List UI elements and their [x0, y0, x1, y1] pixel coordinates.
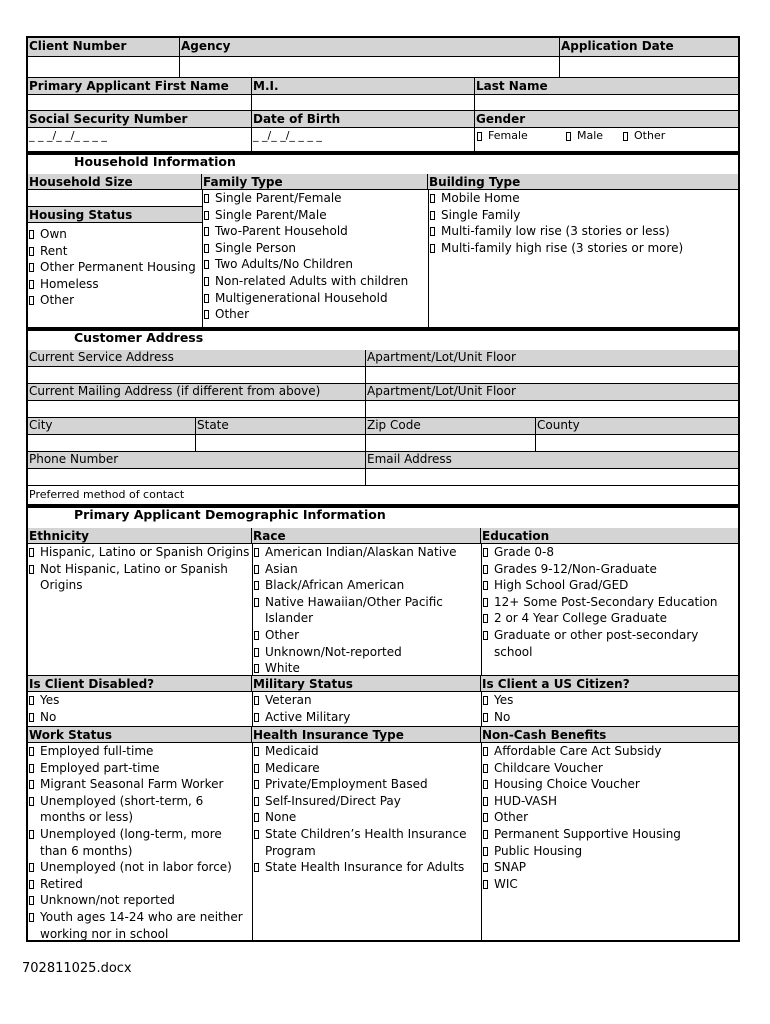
checkbox-icon [29, 263, 34, 272]
mi-label: M.I. [252, 78, 475, 95]
work-option[interactable]: Youth ages 14-24 who are neither working nor in school [29, 909, 250, 942]
housing-option[interactable]: Other [29, 292, 201, 309]
race-option[interactable]: American Indian/Alaskan Native [254, 544, 466, 561]
family-type-option[interactable]: Single Person [204, 240, 426, 257]
housing-option[interactable]: Own [29, 226, 201, 243]
education-option[interactable]: High School Grad/GED [483, 577, 738, 594]
family-type-option[interactable]: Non-related Adults with children [204, 273, 426, 290]
last-name-label: Last Name [475, 78, 738, 95]
checkbox-icon [254, 581, 259, 590]
work-option[interactable]: Employed part-time [29, 760, 250, 777]
checkbox-icon [430, 244, 435, 253]
checkbox-icon [254, 548, 259, 557]
mailing-address-label: Current Mailing Address (if different from above) [28, 384, 366, 401]
checkbox-icon [204, 227, 209, 236]
insurance-option[interactable]: State Health Insurance for Adults [254, 859, 479, 876]
ssn-field[interactable]: _ _ _/_ _/_ _ _ _ [28, 128, 252, 151]
checkbox-icon [254, 648, 259, 657]
insurance-list [254, 743, 479, 876]
application-form [26, 36, 740, 942]
housing-status-list [29, 226, 201, 309]
work-option[interactable]: Unemployed (not in labor force) [29, 859, 250, 876]
phone-label: Phone Number [28, 452, 366, 469]
checkbox-icon [254, 664, 259, 673]
education-option[interactable]: 12+ Some Post-Secondary Education [483, 594, 738, 611]
work-option[interactable]: Retired [29, 876, 250, 893]
checkbox-icon [204, 310, 209, 319]
checkbox-icon [566, 132, 571, 141]
gender-option-female[interactable]: Female [477, 128, 528, 144]
citizen-option[interactable]: No [483, 709, 738, 726]
checkbox-icon [254, 813, 259, 822]
work-status-label: Work Status [28, 727, 252, 743]
checkbox-icon [483, 548, 488, 557]
disabled-label: Is Client Disabled? [28, 676, 252, 692]
checkbox-icon [483, 780, 488, 789]
checkbox-icon [430, 227, 435, 236]
family-type-option[interactable]: Multigenerational Household [204, 290, 426, 307]
ssn-label-row [28, 111, 738, 128]
insurance-option[interactable]: Medicare [254, 760, 479, 777]
preferred-contact-label[interactable]: Preferred method of contact [29, 488, 185, 501]
checkbox-icon [29, 913, 34, 922]
building-type-option[interactable]: Single Family [430, 207, 738, 224]
family-type-option[interactable]: Two Adults/No Children [204, 256, 426, 273]
family-type-option[interactable]: Other [204, 306, 426, 323]
checkbox-icon [254, 747, 259, 756]
work-option[interactable]: Unemployed (short-term, 6 months or less) [29, 793, 250, 826]
citizen-list [483, 692, 738, 725]
checkbox-icon [430, 194, 435, 203]
household-size-label: Household Size [28, 174, 202, 190]
ethnicity-option[interactable]: Not Hispanic, Latino or Spanish Origins [29, 561, 250, 594]
building-type-label: Building Type [428, 174, 738, 190]
work-label-row [28, 727, 738, 743]
county-field[interactable] [536, 435, 738, 452]
city-field[interactable] [28, 435, 196, 452]
checkbox-icon [477, 132, 482, 141]
military-option[interactable]: Active Military [254, 709, 476, 726]
checkbox-icon [483, 863, 488, 872]
checkbox-icon [29, 713, 34, 722]
insurance-option[interactable]: None [254, 809, 479, 826]
race-option[interactable]: Native Hawaiian/Other Pacific Islander [254, 594, 466, 627]
race-option[interactable]: Other [254, 627, 466, 644]
checkbox-icon [29, 747, 34, 756]
benefits-option[interactable]: SNAP [483, 859, 738, 876]
housing-status-label: Housing Status [28, 207, 202, 223]
family-type-list [204, 190, 426, 323]
benefits-option[interactable]: Housing Choice Voucher [483, 776, 738, 793]
checkbox-icon [483, 713, 488, 722]
insurance-option[interactable]: Private/Employment Based [254, 776, 479, 793]
checkbox-icon [483, 631, 488, 640]
checkbox-icon [254, 631, 259, 640]
zip-field[interactable] [366, 435, 536, 452]
checkbox-icon [430, 211, 435, 220]
work-status-list [29, 743, 250, 942]
household-size-field[interactable] [28, 190, 202, 207]
service-address-label: Current Service Address [28, 350, 366, 367]
checkbox-icon [204, 294, 209, 303]
checkbox-icon [483, 847, 488, 856]
race-option[interactable]: Unknown/Not-reported [254, 644, 466, 661]
citizen-label: Is Client a US Citizen? [481, 676, 738, 692]
checkbox-icon [483, 581, 488, 590]
checkbox-icon [254, 863, 259, 872]
service-address-input-row [28, 367, 738, 384]
checkbox-icon [254, 696, 259, 705]
education-option[interactable]: 2 or 4 Year College Graduate [483, 610, 738, 627]
phone-input-row [28, 469, 738, 486]
checkbox-icon [254, 565, 259, 574]
benefits-option[interactable]: Public Housing [483, 843, 738, 860]
address-section-title: Customer Address [74, 330, 204, 345]
disabled-option[interactable]: Yes [29, 692, 250, 709]
application-date-label: Application Date [560, 38, 738, 57]
checkbox-icon [29, 565, 34, 574]
checkbox-icon [483, 747, 488, 756]
email-label: Email Address [366, 452, 738, 469]
race-option[interactable]: Black/African American [254, 577, 466, 594]
mailing-address-field[interactable] [28, 401, 366, 418]
gender-field [475, 128, 738, 151]
checkbox-icon [483, 830, 488, 839]
checkbox-icon [254, 764, 259, 773]
race-list [254, 544, 466, 677]
mailing-address-input-row [28, 401, 738, 418]
ssn-label: Social Security Number [28, 111, 252, 128]
checkbox-icon [483, 764, 488, 773]
checkbox-icon [29, 780, 34, 789]
checkbox-icon [204, 244, 209, 253]
checkbox-icon [254, 598, 259, 607]
benefits-option[interactable]: Permanent Supportive Housing [483, 826, 738, 843]
insurance-option[interactable]: State Children’s Health Insurance Program [254, 826, 479, 859]
checkbox-icon [29, 764, 34, 773]
race-option[interactable]: White [254, 660, 466, 677]
first-name-label: Primary Applicant First Name [28, 78, 252, 95]
ethnicity-option[interactable]: Hispanic, Latino or Spanish Origins [29, 544, 250, 561]
name-label-row [28, 78, 738, 95]
mailing-apt-label: Apartment/Lot/Unit Floor [366, 384, 738, 401]
dob-field[interactable]: _ _/_ _/_ _ _ _ [252, 128, 475, 151]
checkbox-icon [204, 194, 209, 203]
military-list [254, 692, 476, 725]
document-filename: 702811025.docx [22, 961, 132, 976]
checkbox-icon [29, 896, 34, 905]
family-type-option[interactable]: Two-Parent Household [204, 223, 426, 240]
service-address-field[interactable] [28, 367, 366, 384]
dob-label: Date of Birth [252, 111, 475, 128]
work-option[interactable]: Unemployed (long-term, more than 6 months) [29, 826, 250, 859]
race-option[interactable]: Asian [254, 561, 466, 578]
last-name-field[interactable] [475, 95, 738, 111]
demographics-section-header [28, 504, 738, 522]
checkbox-icon [483, 614, 488, 623]
benefits-label: Non-Cash Benefits [481, 727, 738, 743]
education-option[interactable]: Grades 9-12/Non-Graduate [483, 561, 738, 578]
checkbox-icon [483, 565, 488, 574]
benefits-option[interactable]: WIC [483, 876, 738, 893]
contact-row [28, 486, 738, 504]
military-label: Military Status [252, 676, 481, 692]
checkbox-icon [483, 797, 488, 806]
building-type-option[interactable]: Multi-family high rise (3 stories or more) [430, 240, 738, 257]
agency-label: Agency [180, 38, 560, 57]
mi-field[interactable] [252, 95, 475, 111]
family-type-label: Family Type [202, 174, 428, 190]
checkbox-icon [29, 696, 34, 705]
benefits-option[interactable]: Childcare Voucher [483, 760, 738, 777]
application-date-field[interactable] [560, 57, 738, 78]
service-apt-label: Apartment/Lot/Unit Floor [366, 350, 738, 367]
building-type-list [430, 190, 738, 256]
citizen-option[interactable]: Yes [483, 692, 738, 709]
checkbox-icon [29, 548, 34, 557]
disabled-list [29, 692, 250, 725]
checkbox-icon [29, 280, 34, 289]
status-label-row [28, 676, 738, 692]
race-label: Race [252, 528, 481, 544]
checkbox-icon [483, 696, 488, 705]
gender-label: Gender [475, 111, 738, 128]
checkbox-icon [254, 713, 259, 722]
work-option[interactable]: Employed full-time [29, 743, 250, 760]
checkbox-icon [254, 797, 259, 806]
checkbox-icon [483, 813, 488, 822]
benefits-list [483, 743, 738, 892]
benefits-option[interactable]: Other [483, 809, 738, 826]
education-label: Education [481, 528, 738, 544]
work-option[interactable]: Unknown/not reported [29, 892, 250, 909]
housing-option[interactable]: Homeless [29, 276, 201, 293]
address-section-header [28, 327, 738, 345]
state-label: State [196, 418, 366, 435]
checkbox-icon [483, 598, 488, 607]
household-section-header [28, 151, 738, 169]
ethnicity-label-row [28, 528, 738, 544]
ethnicity-label: Ethnicity [28, 528, 252, 544]
checkbox-icon [29, 230, 34, 239]
checkbox-icon [29, 296, 34, 305]
checkbox-icon [254, 780, 259, 789]
family-type-option[interactable]: Single Parent/Female [204, 190, 426, 207]
identity-input-row [28, 57, 738, 78]
checkbox-icon [29, 247, 34, 256]
zip-label: Zip Code [366, 418, 536, 435]
education-option[interactable]: Grade 0-8 [483, 544, 738, 561]
education-list [483, 544, 738, 660]
client-number-field[interactable] [28, 57, 180, 78]
military-option[interactable]: Veteran [254, 692, 476, 709]
insurance-label: Health Insurance Type [252, 727, 481, 743]
mailing-address-label-row [28, 384, 738, 401]
checkbox-icon [29, 880, 34, 889]
service-address-label-row [28, 350, 738, 367]
name-input-row [28, 95, 738, 111]
education-option[interactable]: Graduate or other post-secondary school [483, 627, 714, 660]
housing-option[interactable]: Rent [29, 243, 201, 260]
first-name-field[interactable] [28, 95, 252, 111]
checkbox-icon [204, 277, 209, 286]
city-label: City [28, 418, 196, 435]
checkbox-icon [483, 880, 488, 889]
identity-header-row [28, 38, 738, 57]
service-apt-field[interactable] [366, 367, 738, 384]
insurance-option[interactable]: Self-Insured/Direct Pay [254, 793, 479, 810]
county-label: County [536, 418, 738, 435]
checkbox-icon [29, 863, 34, 872]
city-label-row [28, 418, 738, 435]
checkbox-icon [254, 830, 259, 839]
building-type-option[interactable]: Mobile Home [430, 190, 738, 207]
work-option[interactable]: Migrant Seasonal Farm Worker [29, 776, 250, 793]
ethnicity-list [29, 544, 250, 594]
demographics-section-title: Primary Applicant Demographic Information [74, 507, 386, 522]
gender-option-other[interactable]: Other [623, 128, 665, 144]
benefits-option[interactable]: Affordable Care Act Subsidy [483, 743, 738, 760]
family-type-option[interactable]: Single Parent/Male [204, 207, 426, 224]
gender-option-male[interactable]: Male [566, 128, 603, 144]
benefits-option[interactable]: HUD-VASH [483, 793, 738, 810]
state-field[interactable] [196, 435, 366, 452]
phone-label-row [28, 452, 738, 469]
household-section-title: Household Information [74, 154, 236, 169]
client-number-label: Client Number [28, 38, 180, 57]
household-label-row [28, 174, 738, 190]
checkbox-icon [204, 211, 209, 220]
agency-field[interactable] [180, 57, 560, 78]
email-field[interactable] [366, 469, 738, 486]
city-input-row [28, 435, 738, 452]
checkbox-icon [29, 797, 34, 806]
mailing-apt-field[interactable] [366, 401, 738, 418]
housing-option[interactable]: Other Permanent Housing [29, 259, 201, 276]
checkbox-icon [29, 830, 34, 839]
checkbox-icon [204, 260, 209, 269]
checkbox-icon [623, 132, 628, 141]
phone-field[interactable] [28, 469, 366, 486]
insurance-option[interactable]: Medicaid [254, 743, 479, 760]
building-type-option[interactable]: Multi-family low rise (3 stories or less) [430, 223, 738, 240]
ssn-input-row [28, 128, 738, 151]
disabled-option[interactable]: No [29, 709, 250, 726]
